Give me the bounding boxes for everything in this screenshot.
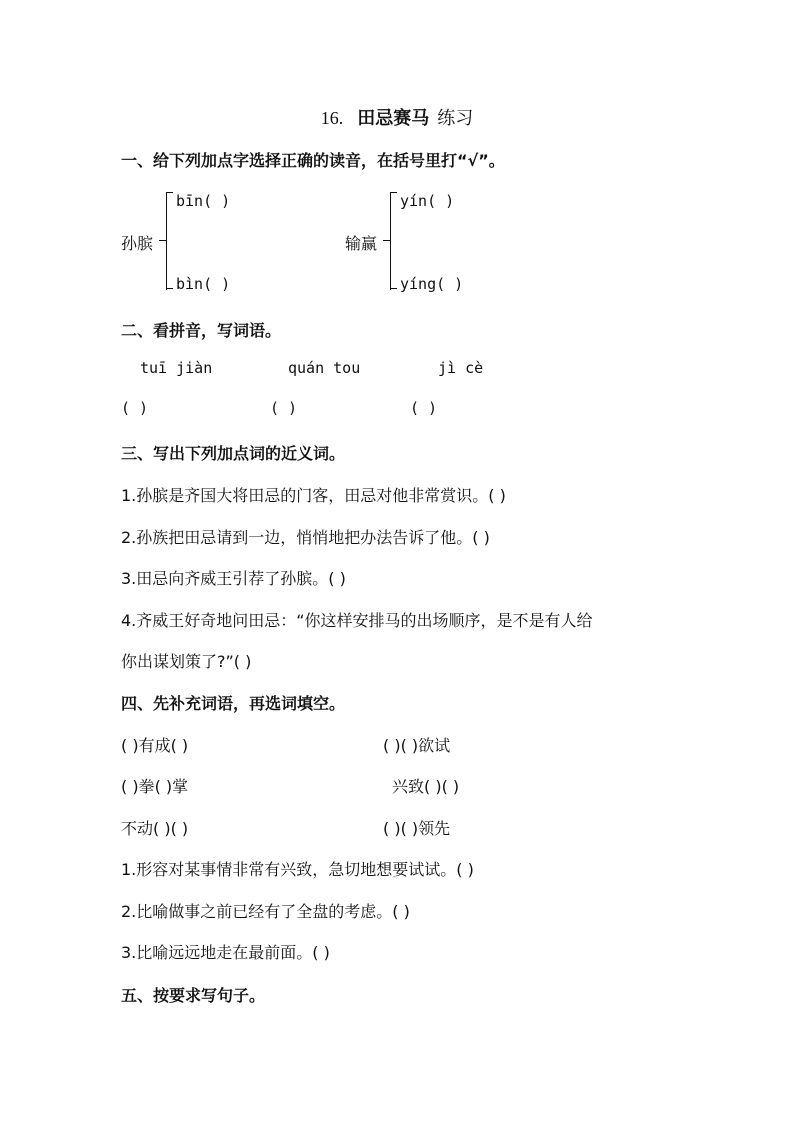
idiom-4: 兴致( )( )	[392, 777, 460, 796]
page-title	[0, 104, 794, 130]
word-sunbin: 孙膑	[121, 234, 154, 253]
synonym-item-2: 2.孙族把田忌请到一边，悄悄地把办法告诉了他。( )	[121, 528, 490, 547]
answer-box-3[interactable]: ( )	[410, 399, 438, 417]
synonym-item-4: 4.齐威王好奇地问田忌：“你这样安排马的出场顺序，是不是有人给	[121, 611, 593, 630]
brace-right	[390, 192, 391, 290]
idiom-6: ( )( )领先	[383, 819, 451, 838]
idiom-1: ( )有成( )	[121, 736, 189, 755]
section-4-heading: 四、先补充词语，再选词填空。	[121, 694, 346, 713]
idiom-2: ( )( )欲试	[383, 736, 451, 755]
synonym-item-4-cont: 你出谋划策了?”( )	[121, 652, 252, 671]
section-5-heading: 五、按要求写句子。	[121, 986, 266, 1005]
section-2-heading: 二、看拼音，写词语。	[121, 321, 282, 340]
lesson-title: 田忌赛马	[357, 108, 430, 129]
lesson-number: 16.	[320, 108, 344, 128]
fill-item-2: 2.比喻做事之前已经有了全盘的考虑。( )	[121, 902, 410, 921]
synonym-item-3: 3.田忌向齐威王引荐了孙膑。( )	[121, 569, 346, 588]
option-yin: yín( )	[400, 192, 455, 210]
fill-item-3: 3.比喻远远地走在最前面。( )	[121, 943, 330, 962]
option-bin4: bìn( )	[176, 275, 231, 293]
answer-box-2[interactable]: ( )	[270, 399, 298, 417]
option-bin1: bīn( )	[176, 192, 231, 210]
idiom-5: 不动( )( )	[121, 819, 189, 838]
title-suffix: 练习	[437, 108, 474, 129]
pinyin-1: tuī jiàn	[140, 359, 213, 377]
synonym-item-1: 1.孙膑是齐国大将田忌的门客，田忌对他非常赏识。( )	[121, 486, 506, 505]
word-shuying: 输赢	[345, 234, 378, 253]
idiom-3: ( )拳( )掌	[121, 777, 189, 796]
section-3-heading: 三、写出下列加点词的近义词。	[121, 444, 346, 463]
option-ying: yíng( )	[400, 275, 464, 293]
brace-left	[166, 192, 167, 290]
answer-box-1[interactable]: ( )	[121, 399, 149, 417]
pinyin-2: quán tou	[288, 359, 361, 377]
pinyin-3: jì cè	[438, 359, 484, 377]
fill-item-1: 1.形容对某事情非常有兴致，急切地想要试试。( )	[121, 860, 474, 879]
section-1-heading: 一、给下列加点字选择正确的读音，在括号里打“√”。	[121, 151, 505, 170]
